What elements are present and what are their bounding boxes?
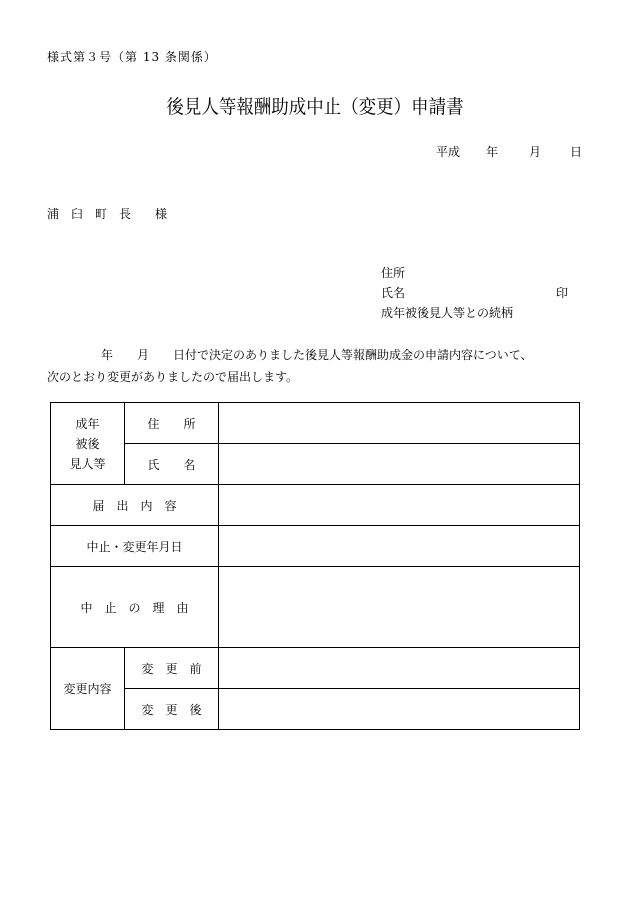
after-label: 変 更 後 (125, 689, 219, 730)
before-label: 変 更 前 (125, 648, 219, 689)
recipient: 浦 臼 町 長 様 (47, 207, 168, 221)
date-line (436, 143, 582, 160)
stop-date-label: 中止・変更年月日 (51, 526, 219, 567)
document-title: 後見人等報酬助成中止（変更）申請書 (166, 96, 464, 118)
date-era: 平成 (436, 145, 461, 159)
ward-label-line-2: 被後 (75, 436, 100, 451)
application-table (50, 402, 580, 730)
applicant-address-label: 住所 (381, 266, 406, 280)
applicant-relationship-label: 成年被後見人等との続柄 (381, 306, 514, 320)
ward-name-label: 氏 名 (125, 444, 219, 485)
ward-address-label: 住 所 (125, 403, 219, 444)
date-day: 日 (570, 145, 583, 159)
reason-label: 中 止 の 理 由 (51, 567, 219, 648)
before-field[interactable] (219, 648, 580, 689)
ward-name-field[interactable] (219, 444, 580, 485)
notification-label: 届 出 内 容 (51, 485, 219, 526)
ward-label (51, 403, 125, 485)
applicant-name-label: 氏名 (381, 286, 406, 300)
notification-field[interactable] (219, 485, 580, 526)
body-line-1: 年 月 日付で決定のありました後見人等報酬助成金の申請内容について、 (101, 348, 533, 362)
date-month: 月 (529, 145, 542, 159)
after-field[interactable] (219, 689, 580, 730)
change-label: 変更内容 (51, 648, 125, 730)
reason-field[interactable] (219, 567, 580, 648)
stop-date-field[interactable] (219, 526, 580, 567)
seal-mark: 印 (556, 286, 569, 300)
ward-label-line-3: 見人等 (69, 456, 106, 471)
body-line-2: 次のとおり変更がありましたので届出します。 (47, 370, 299, 384)
form-number: 様式第３号（第 13 条関係） (47, 50, 217, 64)
date-year: 年 (486, 145, 499, 159)
body-text (47, 344, 582, 388)
ward-label-line-1: 成年 (75, 416, 100, 431)
ward-address-field[interactable] (219, 403, 580, 444)
